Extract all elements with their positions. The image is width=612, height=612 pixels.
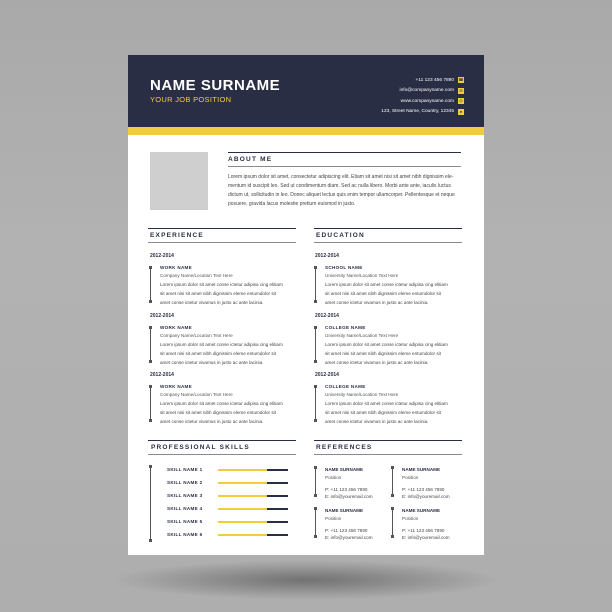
reference-position: Position xyxy=(325,516,342,521)
reference-name: NAME SURNAME xyxy=(325,508,364,513)
timeline-dot xyxy=(314,494,317,497)
skill-label: SKILL NAME 5 xyxy=(167,519,203,524)
about-rule-bottom xyxy=(228,166,461,167)
skill-level-fill xyxy=(218,508,267,510)
timeline-dot xyxy=(149,360,152,363)
references-rule-bottom xyxy=(314,454,462,455)
desc-line: sit amet nisi sit amet nibh dignissim eleme entumdolor sit xyxy=(160,291,276,297)
timeline-dot xyxy=(391,535,394,538)
reference-email: E: info@youremail.com xyxy=(402,494,450,499)
contact-web xyxy=(381,96,464,106)
experience-job-title: WORK NAME xyxy=(160,384,193,389)
experience-year: 2012-2014 xyxy=(150,253,174,259)
page-shadow xyxy=(110,560,502,600)
full-name: NAME SURNAME xyxy=(150,77,281,94)
desc-line: amet conse ictetur vivamus in justo ac ante lacinia. xyxy=(325,419,429,425)
phone-icon: ☎ xyxy=(458,77,464,82)
skill-label: SKILL NAME 2 xyxy=(167,480,203,485)
resume-header xyxy=(128,55,484,127)
timeline-dot xyxy=(391,494,394,497)
experience-description xyxy=(160,280,302,308)
timeline-dot xyxy=(314,419,317,422)
skill-level-fill xyxy=(218,534,267,536)
contact-address-text: 123, Street Name, Country, 12345 xyxy=(381,109,454,114)
reference-email: E: info@youremail.com xyxy=(402,535,450,540)
experience-rule-top xyxy=(148,228,296,229)
reference-email: E: info@youremail.com xyxy=(325,494,373,499)
education-rule-bottom xyxy=(314,242,462,243)
reference-phone: P: +11 123 456 7890 xyxy=(402,487,445,492)
reference-phone: P: +11 123 456 7890 xyxy=(402,528,445,533)
references-rule-top xyxy=(314,440,462,441)
desc-line: Lorem ipsum dolor sit amet conse ictetur adipisa cing elitiam xyxy=(325,342,448,347)
timeline-dot xyxy=(149,300,152,303)
education-university: University Name/Location Text Here xyxy=(325,333,399,338)
contact-address xyxy=(381,107,464,117)
about-title: ABOUT ME xyxy=(228,156,273,163)
timeline-line xyxy=(150,327,151,361)
timeline-line xyxy=(315,267,316,301)
about-line: mentum id suscipit leo. Sed ut condimentum diam. Sed ac nulla libero. Morbi ante ante, iaculis luctus xyxy=(228,183,451,189)
desc-line: sit amet nisi sit amet nibh dignissim eleme entumdolor sit xyxy=(160,351,276,357)
skill-level-fill xyxy=(218,469,267,471)
timeline-line xyxy=(150,267,151,301)
timeline-line xyxy=(392,467,393,495)
timeline-line xyxy=(315,327,316,361)
education-university: University Name/Location Text Here xyxy=(325,392,399,397)
email-icon: ✉ xyxy=(459,87,463,93)
contact-phone-text: +11 123 456 7890 xyxy=(415,77,454,83)
skill-label: SKILL NAME 3 xyxy=(167,493,203,498)
desc-line: sit amet nisi sit amet nibh dignissim eleme entumdolor sit xyxy=(325,410,441,416)
experience-job-title: WORK NAME xyxy=(160,325,193,330)
reference-name: NAME SURNAME xyxy=(325,467,364,472)
desc-line: sit amet nisi sit amet nibh dignissim eleme entumdolor sit xyxy=(325,351,441,357)
about-line: dictum ut, sollicitudin in leo. Donec aliquet lectus quis enim tempor ullamcorper. Pellentesque et neque xyxy=(228,192,455,198)
skills-rule-top xyxy=(148,440,296,441)
about-line: posuere, gravida lacus molestie pretium euismod in justo. xyxy=(228,201,356,207)
experience-company: Company Name/Location Text Here xyxy=(160,333,233,338)
reference-position: Position xyxy=(402,475,419,480)
desc-line: Lorem ipsum dolor sit amet conse ictetur adipisa cing elitiam xyxy=(160,342,283,347)
desc-line: amet conse ictetur vivamus in justo ac ante lacinia. xyxy=(325,360,429,366)
skill-level-bar xyxy=(218,521,288,523)
experience-rule-bottom xyxy=(148,242,296,243)
timeline-line xyxy=(150,466,151,540)
timeline-line xyxy=(315,467,316,495)
skill-label: SKILL NAME 1 xyxy=(167,467,203,472)
references-title: REFERENCES xyxy=(316,444,373,451)
reference-position: Position xyxy=(402,516,419,521)
experience-year: 2012-2014 xyxy=(150,313,174,319)
skill-level-bar xyxy=(218,534,288,536)
desc-line: sit amet nisi sit amet nibh dignissim eleme entumdolor sit xyxy=(160,410,276,416)
timeline-dot xyxy=(314,535,317,538)
education-description xyxy=(325,280,467,308)
timeline-dot xyxy=(314,360,317,363)
globe-icon: ◎ xyxy=(459,98,463,103)
experience-job-title: WORK NAME xyxy=(160,265,193,270)
reference-phone: P: +11 123 456 7890 xyxy=(325,528,368,533)
experience-description xyxy=(160,399,302,427)
experience-title: EXPERIENCE xyxy=(150,232,204,239)
location-icon: ● xyxy=(459,108,463,114)
timeline-line xyxy=(315,508,316,536)
education-university: University Name/Location Text Here xyxy=(325,273,399,278)
education-rule-top xyxy=(314,228,462,229)
desc-line: amet conse ictetur vivamus in justo ac ante lacinia. xyxy=(160,300,264,306)
contact-web-text: www.companyname.com xyxy=(400,98,454,104)
contact-email-text: info@companyname.com xyxy=(399,88,454,93)
education-year: 2012-2014 xyxy=(315,313,339,319)
education-title: EDUCATION xyxy=(316,232,365,239)
experience-description xyxy=(160,340,302,368)
timeline-line xyxy=(315,386,316,420)
contact-list xyxy=(381,75,464,117)
reference-email: E: info@youremail.com xyxy=(325,535,373,540)
about-rule-top xyxy=(228,152,461,153)
skill-level-bar xyxy=(218,508,288,510)
desc-line: sit amet nisi sit amet nibh dignissim eleme entumdolor sit xyxy=(325,291,441,297)
skills-title: PROFESSIONAL SKILLS xyxy=(151,444,250,451)
education-year: 2012-2014 xyxy=(315,253,339,259)
desc-line: Lorem ipsum dolor sit amet conse ictetur adipisa cing elitiam xyxy=(160,282,283,287)
timeline-line xyxy=(150,386,151,420)
resume-page xyxy=(128,55,484,555)
experience-company: Company Name/Location Text Here xyxy=(160,392,233,397)
reference-phone: P: +11 123 456 7890 xyxy=(325,487,368,492)
timeline-dot xyxy=(149,419,152,422)
reference-position: Position xyxy=(325,475,342,480)
desc-line: Lorem ipsum dolor sit amet conse ictetur adipisa cing elitiam xyxy=(325,401,448,406)
education-school-title: SCHOOL NAME xyxy=(325,265,363,270)
skill-level-bar xyxy=(218,482,288,484)
experience-year: 2012-2014 xyxy=(150,372,174,378)
skill-level-fill xyxy=(218,521,267,523)
education-year: 2012-2014 xyxy=(315,372,339,378)
reference-name: NAME SURNAME xyxy=(402,467,441,472)
skill-label: SKILL NAME 4 xyxy=(167,506,203,511)
desc-line: Lorem ipsum dolor sit amet conse ictetur adipisa cing elitiam xyxy=(160,401,283,406)
about-line: Lorem ipsum dolor sit amet, consectetur adipiscing elit. Etiam sit amet nisi sit amet nibh dignissim ele- xyxy=(228,174,454,180)
desc-line: Lorem ipsum dolor sit amet conse ictetur adipisa cing elitiam xyxy=(325,282,448,287)
skill-level-fill xyxy=(218,482,267,484)
job-position: YOUR JOB POSITION xyxy=(150,95,232,104)
skill-level-bar xyxy=(218,469,288,471)
skill-level-bar xyxy=(218,495,288,497)
skills-rule-bottom xyxy=(148,454,296,455)
contact-email xyxy=(381,86,464,96)
reference-name: NAME SURNAME xyxy=(402,508,441,513)
timeline-dot xyxy=(314,300,317,303)
contact-phone xyxy=(381,75,464,85)
experience-company: Company Name/Location Text Here xyxy=(160,273,233,278)
desc-line: amet conse ictetur vivamus in justo ac ante lacinia. xyxy=(160,360,264,366)
desc-line: amet conse ictetur vivamus in justo ac ante lacinia. xyxy=(325,300,429,306)
timeline-dot xyxy=(149,539,152,542)
about-text xyxy=(228,173,468,209)
education-school-title: COLLEGE NAME xyxy=(325,325,366,330)
timeline-line xyxy=(392,508,393,536)
skill-level-fill xyxy=(218,495,267,497)
header-accent-bar xyxy=(128,127,484,135)
education-description xyxy=(325,399,467,427)
education-description xyxy=(325,340,467,368)
profile-photo-placeholder xyxy=(150,152,208,210)
education-school-title: COLLEGE NAME xyxy=(325,384,366,389)
skill-label: SKILL NAME 6 xyxy=(167,532,203,537)
desc-line: amet conse ictetur vivamus in justo ac ante lacinia. xyxy=(160,419,264,425)
